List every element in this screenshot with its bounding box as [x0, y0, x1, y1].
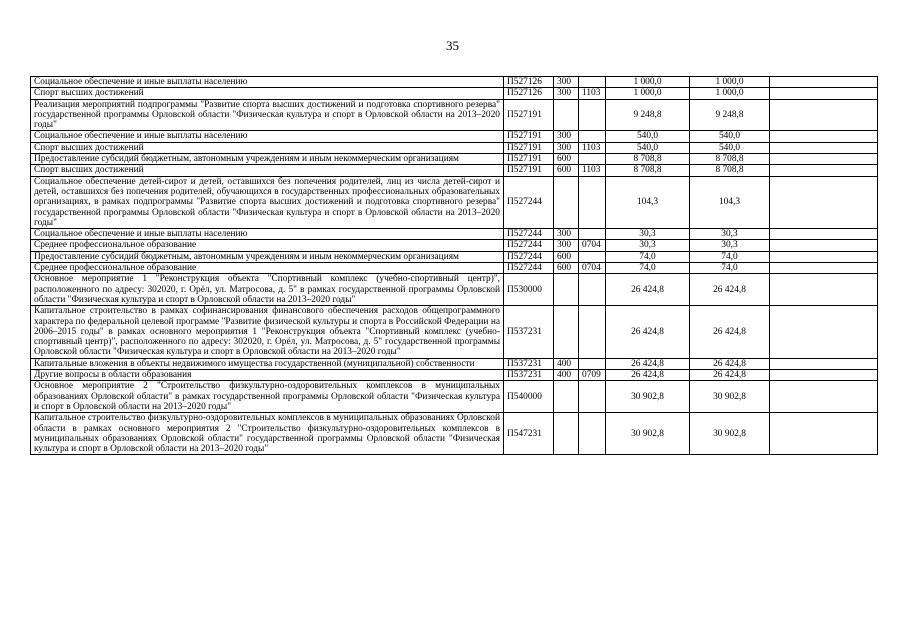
target-article-code-cell: П527191 — [504, 165, 554, 176]
empty-cell — [770, 274, 878, 306]
empty-cell — [770, 413, 878, 455]
target-article-code-cell: П527126 — [504, 77, 554, 88]
section-code-cell — [579, 154, 606, 165]
amount-cell: 8 708,8 — [690, 154, 770, 165]
expense-type-code-cell — [554, 413, 579, 455]
table-row — [31, 358, 878, 369]
target-article-code-cell: П527244 — [504, 229, 554, 240]
section-code-cell: 0709 — [579, 370, 606, 381]
amount-cell: 30 902,8 — [606, 381, 690, 413]
amount-cell: 30,3 — [690, 240, 770, 251]
table-row — [31, 240, 878, 251]
empty-cell — [770, 142, 878, 153]
expense-type-code-cell: 300 — [554, 77, 579, 88]
amount-cell: 1 000,0 — [606, 88, 690, 99]
amount-cell: 26 424,8 — [606, 370, 690, 381]
amount-cell: 74,0 — [690, 263, 770, 274]
section-code-cell: 0704 — [579, 263, 606, 274]
table-row — [31, 370, 878, 381]
amount-cell: 1 000,0 — [690, 77, 770, 88]
table-row — [31, 88, 878, 99]
expense-name-cell: Другие вопросы в области образования — [31, 370, 504, 381]
empty-cell — [770, 358, 878, 369]
section-code-cell — [579, 306, 606, 358]
target-article-code-cell: П540000 — [504, 381, 554, 413]
empty-cell — [770, 381, 878, 413]
section-code-cell — [579, 251, 606, 262]
section-code-cell — [579, 99, 606, 131]
target-article-code-cell: П527191 — [504, 131, 554, 142]
target-article-code-cell: П527191 — [504, 99, 554, 131]
expense-name-cell: Основное мероприятие 2 "Строительство физкультурно-оздоровительных комплексов в муниципальных образованиях Орловской области" в рамках государственной программы Орловской области "Физическая культура и спорт в Орловской области на 2013–2020 годы" — [31, 381, 504, 413]
expense-type-code-cell — [554, 306, 579, 358]
amount-cell: 26 424,8 — [690, 358, 770, 369]
empty-cell — [770, 240, 878, 251]
section-code-cell — [579, 131, 606, 142]
amount-cell: 1 000,0 — [690, 88, 770, 99]
amount-cell: 104,3 — [690, 176, 770, 228]
amount-cell: 30 902,8 — [606, 413, 690, 455]
target-article-code-cell: П527244 — [504, 240, 554, 251]
empty-cell — [770, 99, 878, 131]
empty-cell — [770, 306, 878, 358]
amount-cell: 26 424,8 — [606, 274, 690, 306]
section-code-cell: 1103 — [579, 88, 606, 99]
amount-cell: 540,0 — [606, 131, 690, 142]
amount-cell: 74,0 — [606, 263, 690, 274]
amount-cell: 540,0 — [690, 142, 770, 153]
expense-name-cell: Спорт высших достижений — [31, 88, 504, 99]
amount-cell: 26 424,8 — [606, 358, 690, 369]
expense-type-code-cell: 600 — [554, 251, 579, 262]
amount-cell: 540,0 — [606, 142, 690, 153]
expense-name-cell: Капитальные вложения в объекты недвижимого имущества государственной (муниципальной) собственности — [31, 358, 504, 369]
expense-name-cell: Предоставление субсидий бюджетным, автономным учреждениям и иным некоммерческим организациям — [31, 154, 504, 165]
expense-name-cell: Капитальное строительство в рамках софинансирования финансового обеспечения расходов общепрограммного характера по федеральной целевой программе "Развитие физической культуры и спорта в Российской Федерации на 2006–2015 годы" в рамках основного мероприятия 1 "Реконструкция объекта "Спортивный комплекс (учебно-спортивный центр)", расположенного по адресу: 302020, г. Орёл, ул. Матросова, д. 5" государственной программы Орловской области "Физическая культура и спорт в Орловской области на 2013–2020 годы" — [31, 306, 504, 358]
table-row — [31, 381, 878, 413]
amount-cell: 104,3 — [606, 176, 690, 228]
expense-type-code-cell — [554, 176, 579, 228]
expense-name-cell: Спорт высших достижений — [31, 165, 504, 176]
amount-cell: 30 902,8 — [690, 381, 770, 413]
amount-cell: 30 902,8 — [690, 413, 770, 455]
table-row — [31, 176, 878, 228]
expense-name-cell: Социальное обеспечение и иные выплаты населению — [31, 229, 504, 240]
table-row — [31, 142, 878, 153]
amount-cell: 74,0 — [606, 251, 690, 262]
empty-cell — [770, 131, 878, 142]
page-number: 35 — [446, 38, 459, 53]
expense-type-code-cell — [554, 274, 579, 306]
target-article-code-cell: П537231 — [504, 370, 554, 381]
amount-cell: 540,0 — [690, 131, 770, 142]
expense-type-code-cell: 300 — [554, 142, 579, 153]
target-article-code-cell: П527191 — [504, 142, 554, 153]
table-row — [31, 154, 878, 165]
target-article-code-cell: П547231 — [504, 413, 554, 455]
amount-cell: 74,0 — [690, 251, 770, 262]
target-article-code-cell: П527244 — [504, 263, 554, 274]
table-row — [31, 263, 878, 274]
target-article-code-cell: П537231 — [504, 306, 554, 358]
table-row — [31, 251, 878, 262]
amount-cell: 8 708,8 — [606, 165, 690, 176]
section-code-cell: 0704 — [579, 240, 606, 251]
amount-cell: 9 248,8 — [606, 99, 690, 131]
empty-cell — [770, 251, 878, 262]
expense-name-cell: Социальное обеспечение и иные выплаты населению — [31, 77, 504, 88]
section-code-cell — [579, 413, 606, 455]
section-code-cell — [579, 358, 606, 369]
expense-name-cell: Основное мероприятие 1 "Реконструкция объекта "Спортивный комплекс (учебно-спортивный центр)", расположенного по адресу: 302020, г. Орёл, ул. Матросова, д. 5" в рамках государственной программы Орловской области "Физическая культура и спорт в Орловской области на 2013–2020 годы" — [31, 274, 504, 306]
target-article-code-cell: П530000 — [504, 274, 554, 306]
expense-type-code-cell: 300 — [554, 131, 579, 142]
table-row — [31, 413, 878, 455]
section-code-cell: 1103 — [579, 165, 606, 176]
section-code-cell — [579, 176, 606, 228]
empty-cell — [770, 88, 878, 99]
table-row — [31, 77, 878, 88]
expense-type-code-cell — [554, 381, 579, 413]
expense-type-code-cell: 400 — [554, 358, 579, 369]
section-code-cell — [579, 77, 606, 88]
expense-type-code-cell: 300 — [554, 88, 579, 99]
expense-type-code-cell: 600 — [554, 154, 579, 165]
expense-type-code-cell: 600 — [554, 263, 579, 274]
section-code-cell — [579, 229, 606, 240]
section-code-cell: 1103 — [579, 142, 606, 153]
expense-type-code-cell: 600 — [554, 165, 579, 176]
budget-table-body — [31, 77, 878, 455]
expense-name-cell: Среднее профессиональное образование — [31, 240, 504, 251]
amount-cell: 9 248,8 — [690, 99, 770, 131]
amount-cell: 26 424,8 — [690, 370, 770, 381]
empty-cell — [770, 229, 878, 240]
expense-name-cell: Социальное обеспечение детей-сирот и детей, оставшихся без попечения родителей, лиц из числа детей-сирот и детей, оставшихся без попечения родителей, обучающихся в государственных профессиональных образовательных организациях, в рамках подпрограммы "Развитие спорта высших достижений и подготовка спортивного резерва" государственной программы Орловской области "Физическая культура и спорт в Орловской области на 2013–2020 годы" — [31, 176, 504, 228]
empty-cell — [770, 370, 878, 381]
expense-name-cell: Предоставление субсидий бюджетным, автономным учреждениям и иным некоммерческим организациям — [31, 251, 504, 262]
budget-table — [30, 76, 878, 455]
target-article-code-cell: П527244 — [504, 176, 554, 228]
expense-name-cell: Среднее профессиональное образование — [31, 263, 504, 274]
target-article-code-cell: П527126 — [504, 88, 554, 99]
target-article-code-cell: П537231 — [504, 358, 554, 369]
table-row — [31, 165, 878, 176]
empty-cell — [770, 154, 878, 165]
amount-cell: 26 424,8 — [690, 306, 770, 358]
expense-name-cell: Капитальное строительство физкультурно-оздоровительных комплексов в муниципальных образованиях Орловской области в рамках основного мероприятия 2 "Строительство физкультурно-оздоровительных комплексов в муниципальных образованиях Орловской области" государственной программы Орловской области "Физическая культура и спорт в Орловской области на 2013–2020 годы" — [31, 413, 504, 455]
table-row — [31, 99, 878, 131]
amount-cell: 1 000,0 — [606, 77, 690, 88]
empty-cell — [770, 176, 878, 228]
expense-type-code-cell: 400 — [554, 370, 579, 381]
amount-cell: 26 424,8 — [690, 274, 770, 306]
section-code-cell — [579, 274, 606, 306]
empty-cell — [770, 77, 878, 88]
expense-type-code-cell: 300 — [554, 240, 579, 251]
target-article-code-cell: П527244 — [504, 251, 554, 262]
amount-cell: 8 708,8 — [606, 154, 690, 165]
amount-cell: 26 424,8 — [606, 306, 690, 358]
expense-name-cell: Спорт высших достижений — [31, 142, 504, 153]
empty-cell — [770, 165, 878, 176]
expense-name-cell: Социальное обеспечение и иные выплаты населению — [31, 131, 504, 142]
amount-cell: 8 708,8 — [690, 165, 770, 176]
empty-cell — [770, 263, 878, 274]
table-row — [31, 306, 878, 358]
table-row — [31, 131, 878, 142]
expense-type-code-cell: 300 — [554, 229, 579, 240]
expense-name-cell: Реализация мероприятий подпрограммы "Развитие спорта высших достижений и подготовка спортивного резерва" государственной программы Орловской области "Физическая культура и спорт в Орловской области на 2013–2020 годы" — [31, 99, 504, 131]
expense-type-code-cell — [554, 99, 579, 131]
table-row — [31, 229, 878, 240]
target-article-code-cell: П527191 — [504, 154, 554, 165]
table-row — [31, 274, 878, 306]
amount-cell: 30,3 — [606, 240, 690, 251]
section-code-cell — [579, 381, 606, 413]
amount-cell: 30,3 — [606, 229, 690, 240]
amount-cell: 30,3 — [690, 229, 770, 240]
